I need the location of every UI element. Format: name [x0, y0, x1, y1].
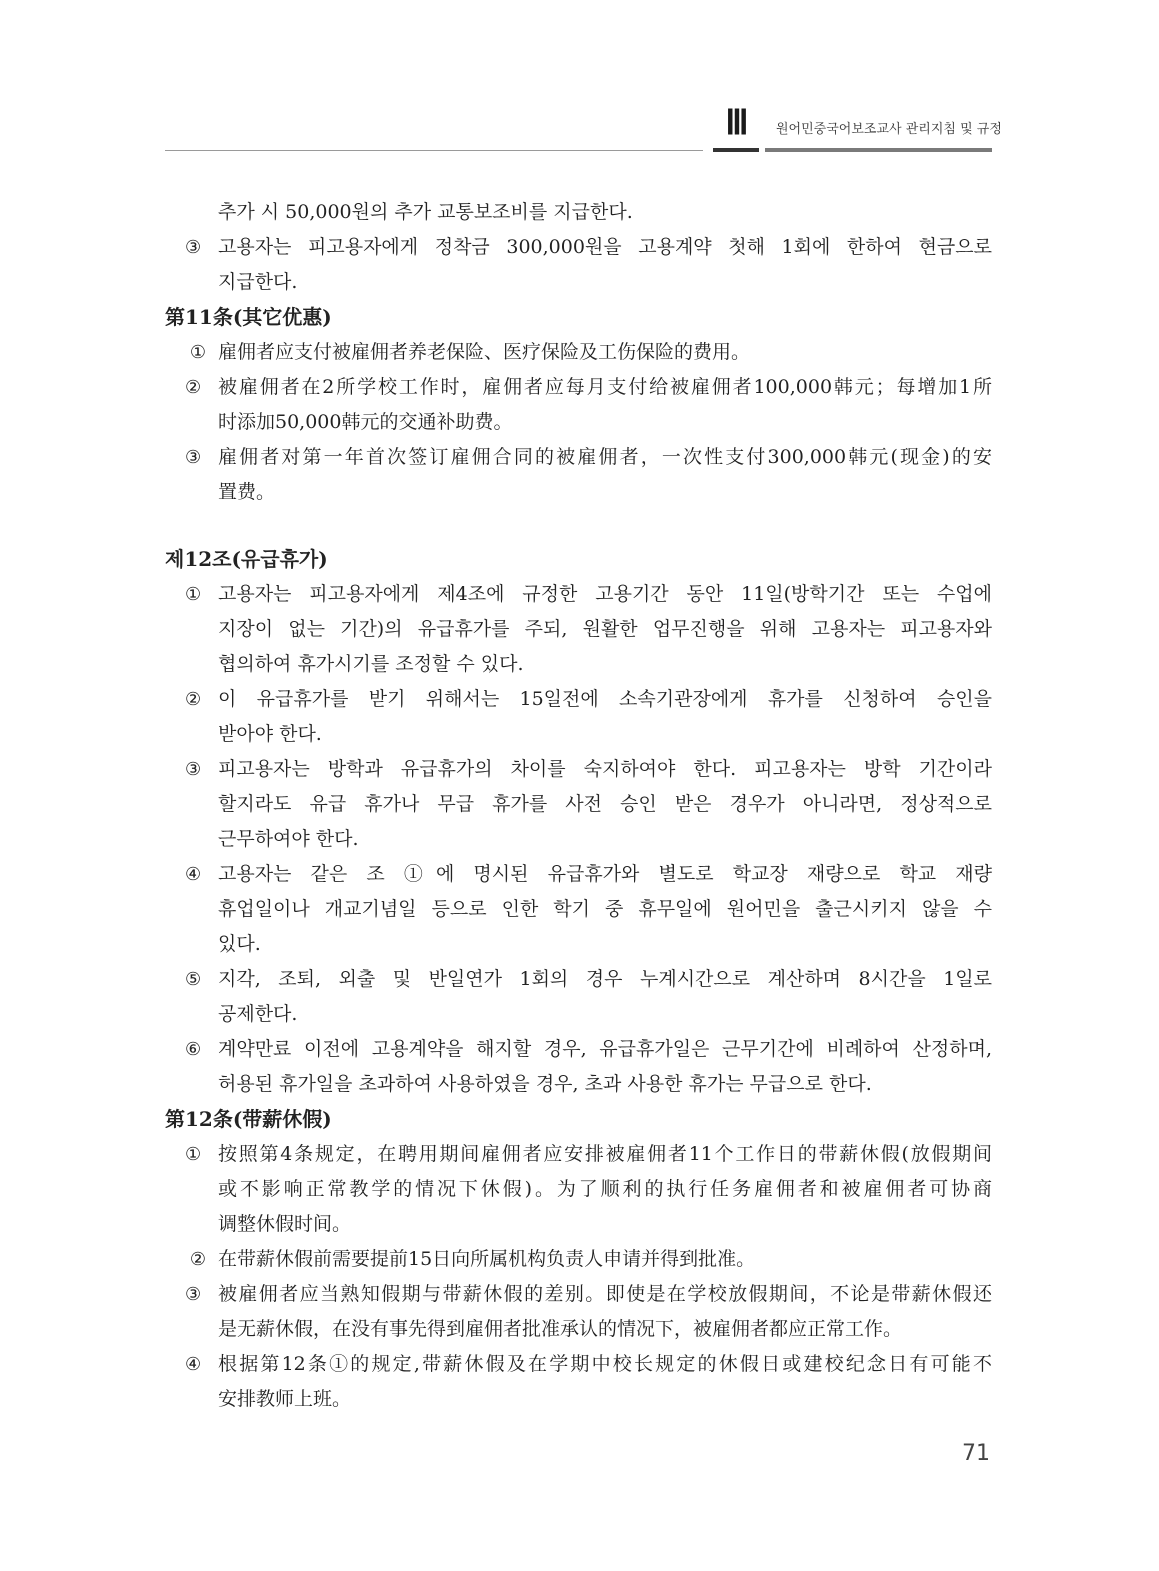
text-line: 지장이 없는 기간)의 유급휴가를 주되, 원활한 업무진행을 위해 고용자는 피고용자와 — [218, 618, 992, 640]
item-number: ④ — [185, 1354, 202, 1375]
header-rule — [165, 150, 703, 151]
list-item — [165, 752, 992, 857]
text-line — [165, 962, 992, 997]
item-number: ③ — [185, 759, 202, 780]
text-line: 추가 시 50,000원의 추가 교통보조비를 지급한다. — [218, 201, 633, 223]
section-heading: 第11条(其它优惠) — [165, 305, 332, 329]
list-item — [165, 1347, 992, 1417]
text-line — [165, 335, 992, 370]
text-line: 있다. — [218, 933, 261, 955]
text-line: 时添加50,000韩元的交通补助费。 — [218, 411, 513, 433]
list-item — [165, 230, 992, 300]
list-item — [165, 440, 992, 510]
item-number: ④ — [185, 864, 202, 885]
item-number: ③ — [185, 1284, 202, 1305]
item-text: 被雇佣者在2所学校工作时，雇佣者应每月支付给被雇佣者100,000韩元；每增加1所 — [218, 376, 992, 398]
text-line: 或不影响正常教学的情况下休假)。为了顺利的执行任务雇佣者和被雇佣者可协商 — [218, 1178, 992, 1200]
header-rule-bold — [765, 148, 992, 152]
item-text: 고용자는 피고용자에게 정착금 300,000원을 고용계약 첫해 1회에 한하여 현금으로 — [218, 236, 992, 258]
item-number: ① — [189, 342, 207, 363]
list-item — [165, 577, 992, 682]
text-line: 근무하여야 한다. — [218, 828, 359, 850]
item-text: 按照第4条规定，在聘用期间雇佣者应安排被雇佣者11个工作日的带薪休假(放假期间 — [218, 1143, 992, 1165]
text-line — [165, 1137, 992, 1172]
text-line — [165, 230, 992, 265]
page-number: 71 — [962, 1441, 990, 1466]
text-line — [165, 752, 992, 787]
text-line — [165, 1242, 992, 1277]
list-item — [165, 1032, 992, 1102]
section-heading: 제12조(유급휴가) — [165, 547, 328, 571]
text-line — [165, 1032, 992, 1067]
item-number: ⑥ — [185, 1039, 202, 1060]
text-line: 할지라도 유급 휴가나 무급 휴가를 사전 승인 받은 경우가 아니라면, 정상적으로 — [218, 793, 992, 815]
text-line — [165, 1277, 992, 1312]
item-number: ② — [185, 377, 202, 398]
item-text: 고용자는 피고용자에게 제4조에 규정한 고용기간 동안 11일(방학기간 또는 수업에 — [218, 583, 992, 605]
section-heading: 第12条(带薪休假) — [165, 1107, 332, 1131]
text-line — [165, 577, 992, 612]
text-line: 받아야 한다. — [218, 723, 322, 745]
item-text: 被雇佣者应当熟知假期与带薪休假的差别。即使是在学校放假期间，不论是带薪休假还 — [218, 1283, 992, 1305]
item-text: 雇佣者对第一年首次签订雇佣合同的被雇佣者，一次性支付300,000韩元(现金)的安 — [218, 446, 992, 468]
item-text: 계약만료 이전에 고용계약을 해지할 경우, 유급휴가일은 근무기간에 비례하여 산정하며, — [218, 1038, 992, 1060]
item-number: ② — [189, 1249, 207, 1270]
text-line — [165, 440, 992, 475]
list-item — [165, 370, 992, 440]
paragraph-continuation — [165, 195, 992, 230]
list-item — [165, 1277, 992, 1347]
chapter-bar — [713, 148, 759, 152]
item-text: 雇佣者应支付被雇佣者养老保险、医疗保险及工伤保险的费用。 — [218, 341, 751, 363]
text-line — [165, 857, 992, 892]
text-line: 是无薪休假，在没有事先得到雇佣者批准承认的情况下，被雇佣者都应正常工作。 — [218, 1318, 903, 1340]
item-text: 피고용자는 방학과 유급휴가의 차이를 숙지하여야 한다. 피고용자는 방학 기간이라 — [218, 758, 992, 780]
text-line: 安排教师上班。 — [218, 1388, 352, 1410]
text-line: 휴업일이나 개교기념일 등으로 인한 학기 중 휴무일에 원어민을 출근시키지 않을 수 — [218, 898, 992, 920]
text-line: 공제한다. — [218, 1003, 298, 1025]
text-line: 허용된 휴가일을 초과하여 사용하였을 경우, 초과 사용한 휴가는 무급으로 한다. — [218, 1073, 872, 1095]
text-line: 지급한다. — [218, 271, 298, 293]
item-number: ⑤ — [185, 969, 202, 990]
item-number: ① — [185, 1144, 202, 1165]
item-number: ② — [185, 689, 202, 710]
item-text: 고용자는 같은 조 ①에 명시된 유급휴가와 별도로 학교장 재량으로 학교 재량 — [218, 863, 992, 885]
item-number: ③ — [185, 237, 202, 258]
list-item — [165, 682, 992, 752]
list-item — [165, 857, 992, 962]
text-line — [165, 370, 992, 405]
section-gap — [165, 510, 992, 542]
running-header-title: 원어민중국어보조교사 관리지침 및 규정 — [776, 122, 1002, 137]
text-line: 협의하여 휴가시기를 조정할 수 있다. — [218, 653, 524, 675]
list-item — [165, 1137, 992, 1242]
item-text: 根据第12条①的规定,带薪休假及在学期中校长规定的休假日或建校纪念日有可能不 — [218, 1353, 992, 1375]
item-number: ③ — [185, 447, 202, 468]
text-line: 置费。 — [218, 481, 276, 503]
chapter-number: Ⅲ — [725, 105, 747, 142]
item-text: 지각, 조퇴, 외출 및 반일연가 1회의 경우 누계시간으로 계산하며 8시간을 1일로 — [218, 968, 992, 990]
text-line: 调整休假时间。 — [218, 1213, 352, 1235]
page-body — [165, 195, 992, 1417]
list-item — [165, 962, 992, 1032]
text-line — [165, 682, 992, 717]
item-text: 이 유급휴가를 받기 위해서는 15일전에 소속기관장에게 휴가를 신청하여 승인을 — [218, 688, 992, 710]
item-number: ① — [185, 584, 202, 605]
item-text: 在带薪休假前需要提前15日向所属机构负责人申请并得到批准。 — [218, 1248, 756, 1270]
text-line — [165, 1347, 992, 1382]
list-item — [165, 335, 992, 370]
list-item — [165, 1242, 992, 1277]
